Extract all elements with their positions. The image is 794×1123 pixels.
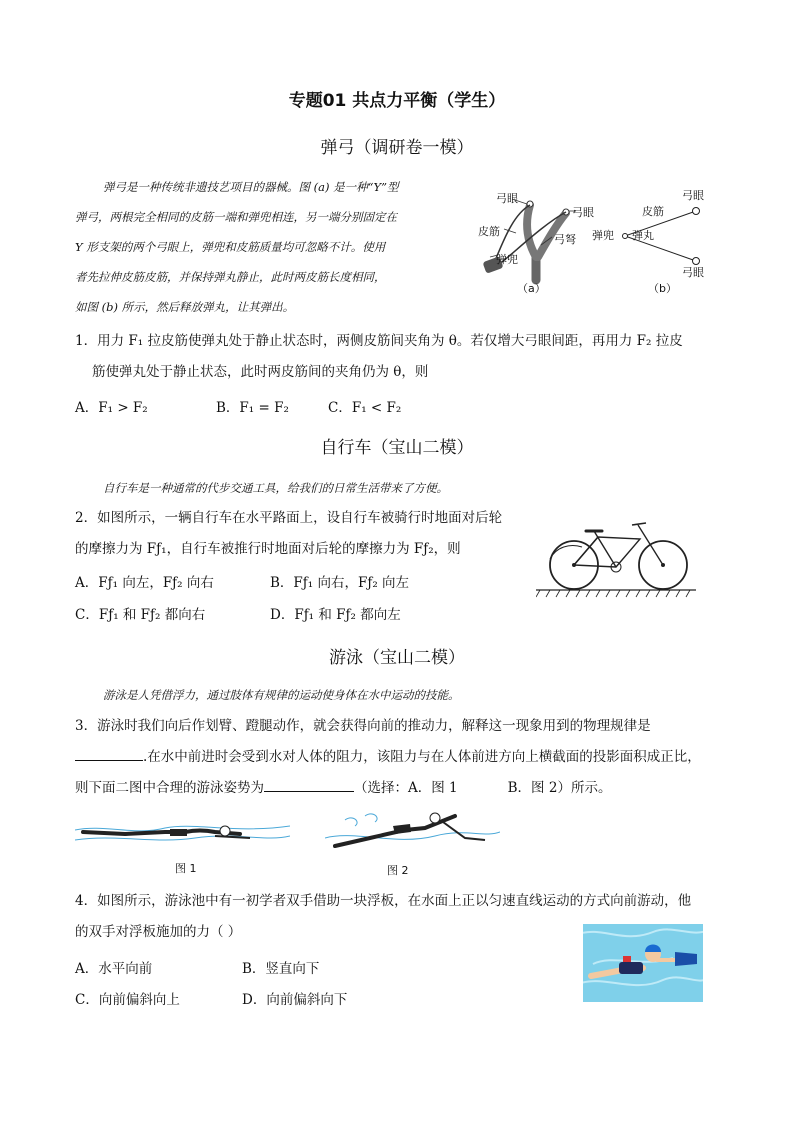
q1-option-b[interactable]: B．F₁ = F₂ <box>216 400 289 416</box>
question-1-line-1: 1．用力 F₁ 拉皮筋使弹丸处于静止状态时，两侧皮筋间夹角为 θ。若仅增大弓眼间距，再用力 F₂ 拉皮 <box>75 333 683 349</box>
label-gongyan-top-b: 弓眼 <box>682 189 704 202</box>
swimmer-with-kickboard-illustration <box>583 924 703 1002</box>
label-pijin: 皮筋 <box>478 225 500 238</box>
bicycle-icon <box>536 515 696 600</box>
question-3-line-2 <box>75 742 765 773</box>
answer-blank-1[interactable] <box>75 746 143 761</box>
swimmer-figure-2 <box>325 808 500 876</box>
q1-option-c[interactable]: C．F₁ < F₂ <box>328 400 402 416</box>
label-dandou-b: 弹兜 <box>592 229 614 242</box>
bicycle-figure <box>536 515 696 600</box>
q4-option-d[interactable]: D．向前偏斜向下 <box>242 992 348 1008</box>
intro-line: 弹弓，两根完全相同的皮筋一端和弹兜相连，另一端分别固定在 <box>75 210 397 224</box>
question-4-line-1: 4．如图所示，游泳池中有一初学者双手借助一块浮板，在水面上正以匀速直线运动的方式向前游动，他 <box>75 893 692 909</box>
intro-line: 弹弓是一种传统非遗技艺项目的器械。图 (a) 是一种“Y”型 <box>103 180 399 194</box>
q3-choice-a: （选择：A．图 1 <box>354 780 458 796</box>
bicycle-intro: 自行车是一种通常的代步交通工具，给我们的日常生活带来了方便。 <box>103 481 448 495</box>
intro-line: 如图 (b) 所示，然后释放弹丸，让其弹出。 <box>75 300 295 314</box>
q4-option-b[interactable]: B．竖直向下 <box>242 961 320 977</box>
swimmer-1-illustration <box>75 812 290 860</box>
question-2-line-2: 的摩擦力为 Fƒ₁，自行车被推行时地面对后轮的摩擦力为 Fƒ₂，则 <box>75 541 461 557</box>
question-1-line-2: 筋使弹丸处于静止状态，此时两皮筋间的夹角仍为 θ，则 <box>92 364 429 380</box>
slingshot-figure-a <box>472 185 607 295</box>
figure-a-caption: （a） <box>517 282 546 295</box>
q4-option-c[interactable]: C．向前偏斜向上 <box>75 992 180 1008</box>
answer-blank-2[interactable] <box>264 777 354 792</box>
slingshot-figure-b <box>590 185 720 295</box>
section-heading-slingshot: 弹弓（调研卷一模） <box>320 138 474 158</box>
label-gongnu: 弓弩 <box>554 233 576 246</box>
kickboard-swimmer-figure <box>583 924 703 1002</box>
question-3-line-1: 3．游泳时我们向后作划臂、蹬腿动作，就会获得向前的推动力，解释这一现象用到的物理规律是 <box>75 718 651 734</box>
question-4-line-2: 的双手对浮板施加的力（ ） <box>75 924 242 940</box>
q2-option-b[interactable]: B．Fƒ₁ 向右，Fƒ₂ 向左 <box>270 575 410 591</box>
swimming-intro: 游泳是人凭借浮力，通过肢体有规律的运动使身体在水中运动的技能。 <box>103 688 460 702</box>
label-pijin-b: 皮筋 <box>642 205 664 218</box>
q3-line-2-text: .在水中前进时会受到水对人体的阻力，该阻力与在人体前进方向上横截面的投影面积成正比， <box>143 749 701 765</box>
q2-option-c[interactable]: C．Fƒ₁ 和 Fƒ₂ 都向右 <box>75 607 206 623</box>
section-heading-swimming: 游泳（宝山二模） <box>329 648 465 668</box>
figure-2-caption: 图 2 <box>387 864 409 877</box>
q3-choice-b: B．图 2）所示。 <box>507 780 612 796</box>
figure-b-caption: （b） <box>648 282 677 295</box>
question-2-line-1: 2．如图所示，一辆自行车在水平路面上，设自行车被骑行时地面对后轮 <box>75 510 503 526</box>
label-gongyan-top: 弓眼 <box>496 192 518 205</box>
intro-line: Y 形支架的两个弓眼上，弹兜和皮筋质量均可忽略不计。使用 <box>75 240 386 254</box>
intro-line: 者先拉伸皮筋皮筋，并保持弹丸静止，此时两皮筋长度相同， <box>75 270 386 284</box>
slingshot-intro <box>75 172 475 322</box>
label-gongyan-bottom-b: 弓眼 <box>682 266 704 279</box>
label-danwan-b: 弹丸 <box>632 229 654 242</box>
q2-option-a[interactable]: A．Fƒ₁ 向左，Fƒ₂ 向右 <box>75 575 214 591</box>
swimmer-2-illustration <box>325 808 500 860</box>
section-heading-bicycle: 自行车（宝山二模） <box>320 438 474 458</box>
label-gongyan-right: 弓眼 <box>572 206 594 219</box>
q4-option-a[interactable]: A．水平向前 <box>75 961 153 977</box>
figure-1-caption: 图 1 <box>175 862 197 875</box>
q1-option-a[interactable]: A．F₁ > F₂ <box>75 400 148 416</box>
slingshot-illustration <box>472 185 607 295</box>
q3-line-3-prefix: 则下面二图中合理的游泳姿势为 <box>75 780 264 796</box>
question-3-line-3 <box>75 773 765 804</box>
q2-option-d[interactable]: D．Fƒ₁ 和 Fƒ₂ 都向左 <box>270 607 401 623</box>
swimmer-figure-1 <box>75 812 290 876</box>
label-dandou: 弹兜 <box>496 253 518 266</box>
document-title: 专题01 共点力平衡（学生） <box>288 91 506 111</box>
